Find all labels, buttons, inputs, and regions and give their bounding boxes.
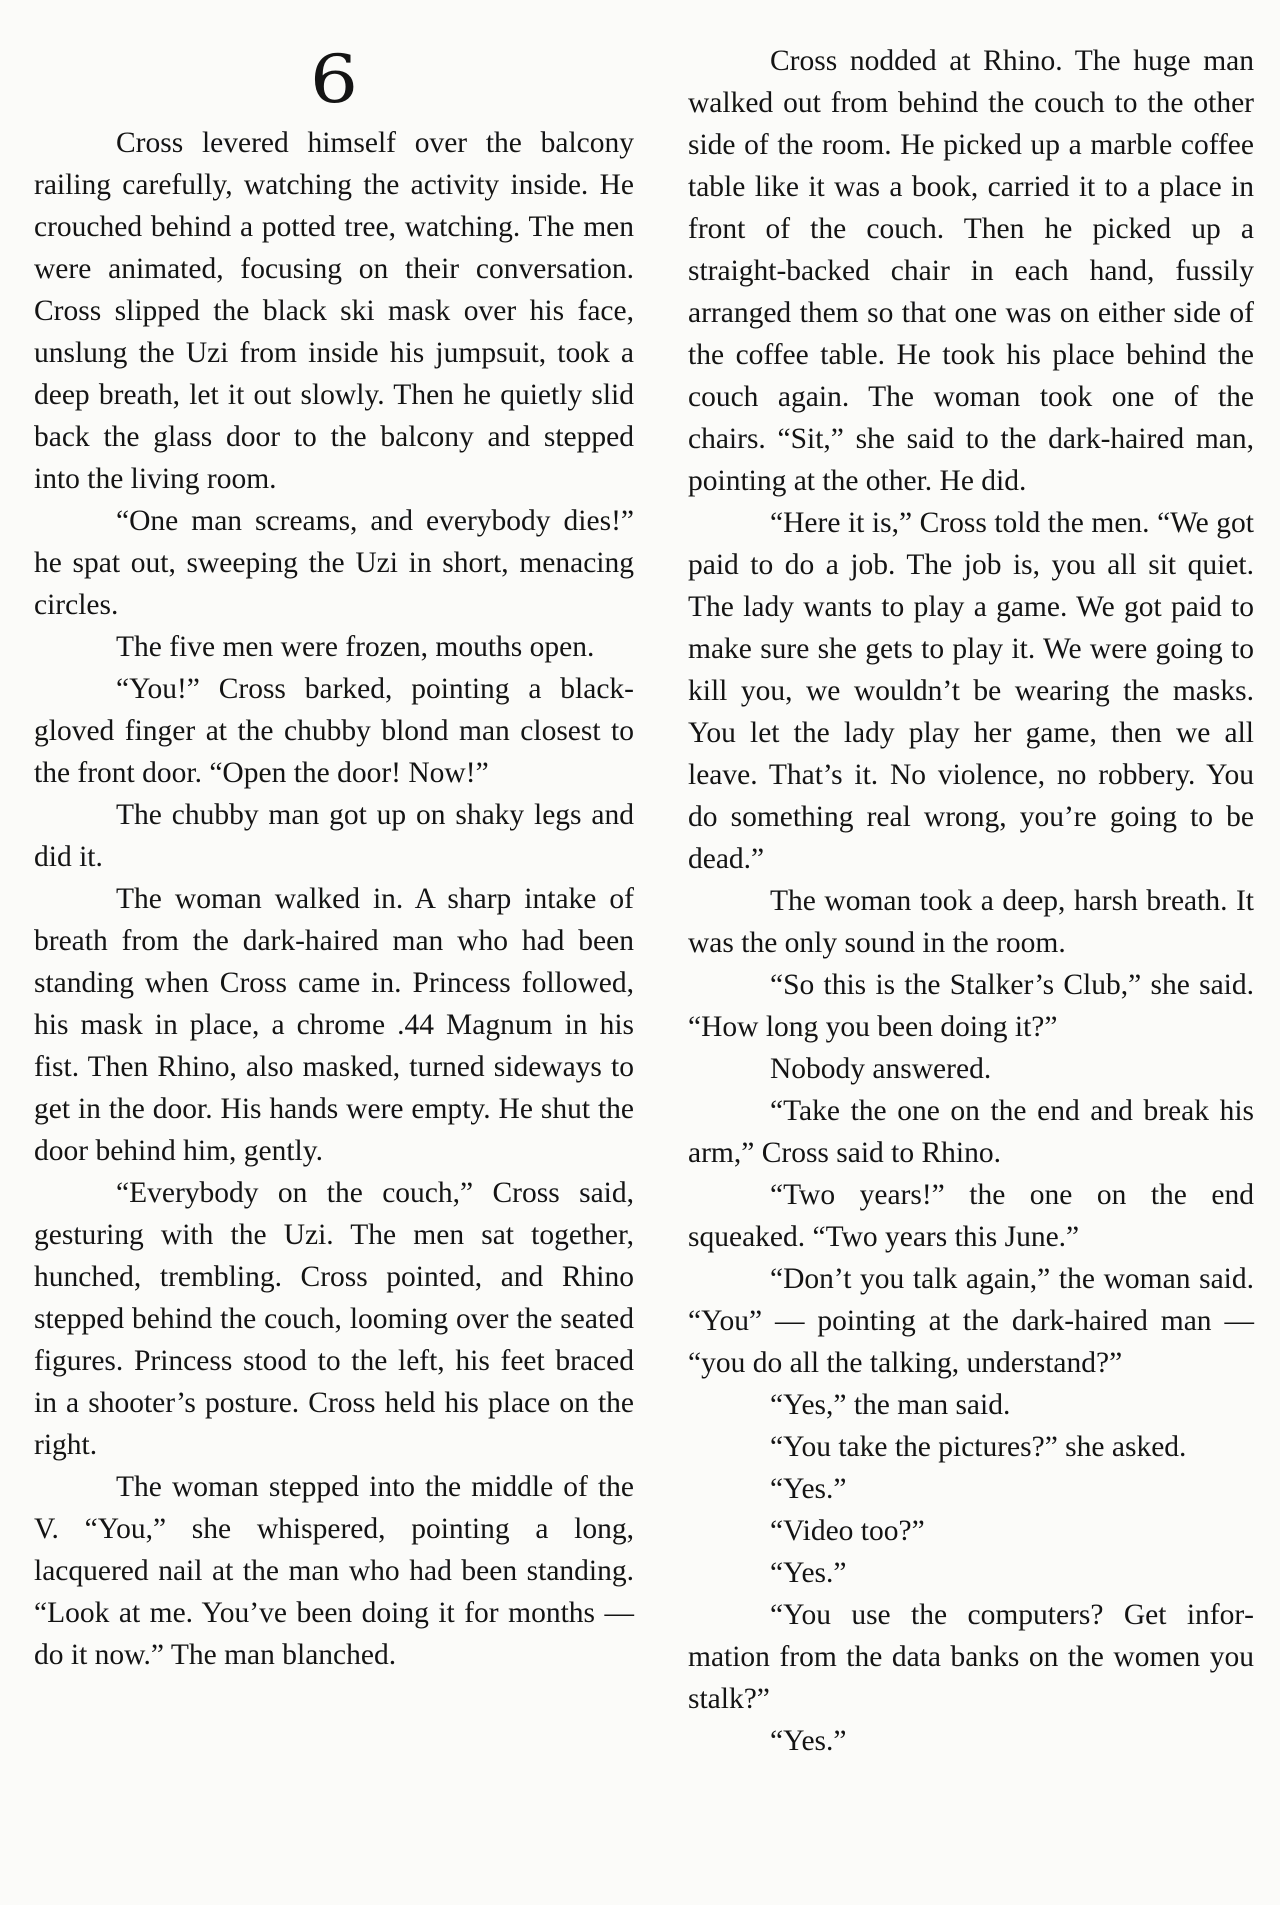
paragraph: Nobody answered. — [770, 1053, 992, 1085]
paragraph: “You!” Cross barked, pointing a black-gloved finger at the chubby blond man closest to the front door. “Open the door! Now!” — [34, 673, 634, 789]
paragraph: “One man screams, and everybody dies!” he spat out, sweeping the Uzi in short, menacing circles. — [34, 505, 634, 621]
paragraph: “Yes.” — [770, 1557, 847, 1589]
paragraph: “You use the computers? Get information from the data banks on the women you stalk?” — [688, 1599, 1254, 1715]
paragraph: “Here it is,” Cross told the men. “We got paid to do a job. The job is, you all sit quiet. The lady wants to play a game. We got paid to make sure she gets to play it. We were going to kill you, we wouldn’t be wearing the masks. You let the lady play her game, then we all leave. That’s it. No violence, no robbery. You do something real wrong, you’re going to be dead.” — [688, 507, 1254, 875]
paragraph: The woman stepped into the middle of the V. “You,” she whispered, pointing a long, lacquered nail at the man who had been standing. “Look at me. You’ve been doing it for months — do it now.” The man blanched. — [34, 1471, 634, 1671]
paragraph: “You take the pictures?” she asked. — [770, 1431, 1187, 1463]
paragraph: The five men were frozen, mouths open. — [116, 631, 595, 663]
paragraph: “Video too?” — [770, 1515, 925, 1547]
chapter-number: 6 — [309, 41, 359, 118]
paragraph: “Everybody on the couch,” Cross said, gesturing with the Uzi. The men sat together, hunched, trembling. Cross pointed, and Rhino stepped behind the couch, looming over the seated figures. Princess stood to the left, his feet braced in a shooter’s posture. Cross held his place on the right. — [34, 1177, 634, 1461]
paragraph: The woman took a deep, harsh breath. It was the only sound in the room. — [688, 885, 1254, 959]
paragraph: “Yes,” the man said. — [770, 1389, 1011, 1421]
paragraph: Cross levered himself over the balcony railing carefully, watching the activity inside. He crouched behind a potted tree, watching. The men were animated, focusing on their conversation. Cross slipped the black ski mask over his face, unslung the Uzi from inside his jumpsuit, took a deep breath, let it out slowly. Then he quietly slid back the glass door to the balcony and stepped into the living room. — [34, 127, 634, 495]
paragraph: The woman walked in. A sharp intake of breath from the dark-haired man who had been standing when Cross came in. Princess followed, his mask in place, a chrome .44 Magnum in his fist. Then Rhino, also masked, turned sideways to get in the door. His hands were empty. He shut the door behind him, gently. — [34, 883, 634, 1167]
paragraph: “Yes.” — [770, 1473, 847, 1505]
left-column — [34, 40, 634, 1676]
paragraph: “So this is the Stalker’s Club,” she said. “How long you been doing it?” — [688, 969, 1254, 1043]
paragraph: Cross nodded at Rhino. The huge man walked out from behind the couch to the other side of the room. He picked up a marble coffee table like it was a book, carried it to a place in front of the couch. Then he picked up a straight-backed chair in each hand, fussily arranged them so that one was on either side of the coffee table. He took his place behind the couch again. The woman took one of the chairs. “Sit,” she said to the dark-haired man, pointing at the other. He did. — [688, 45, 1254, 497]
right-column — [688, 40, 1254, 1762]
paragraph: “Take the one on the end and break his arm,” Cross said to Rhino. — [688, 1095, 1254, 1169]
paragraph: The chubby man got up on shaky legs and did it. — [34, 799, 634, 873]
paragraph: “Don’t you talk again,” the woman said. “You” — pointing at the dark-haired man — “you do all the talking, understand?” — [688, 1263, 1254, 1379]
paragraph: “Two years!” the one on the end squeaked. “Two years this June.” — [688, 1179, 1254, 1253]
paragraph: “Yes.” — [770, 1725, 847, 1757]
